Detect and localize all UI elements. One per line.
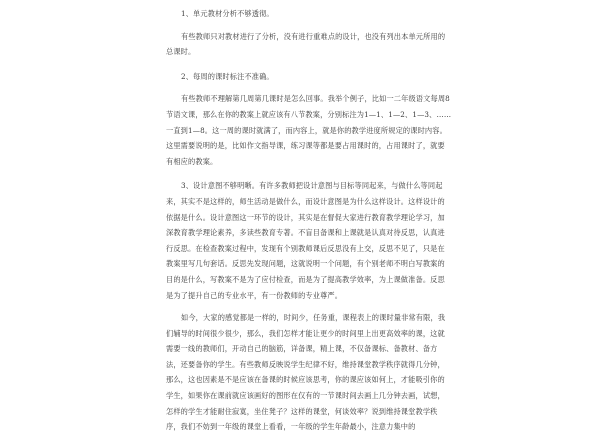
section-1-paragraph: 有些教师只对教材进行了分析，没有进行重难点的设计，也没有列出本单元所用的总课时。 bbox=[166, 31, 446, 57]
section-1-heading: 1、单元教材分析不够透彻。 bbox=[181, 9, 274, 18]
section-2-heading: 2、每周的课时标注不准确。 bbox=[181, 71, 274, 81]
section-4-paragraph: 如今，大家的感觉都是一样的，时间少，任务重，课程表上的课时量非常有限，我们辅导的时间很少很少，那么，我们怎样才能让更少的时间里上出更高效率的课，这就需要一线的教师们，开动自己的脑筋，详备课，精上课，不仅备课标、备教材、备方法，还要备你的学生。有些教师反映说学生纪律不好，维持课堂教学秩序就得几分钟，那么，这也因素是不是应该在备课的时候应该思考，你的课应该如何上，才能吸引你的学生，如果你在课前就应该画好的图形在仅有的一节课时间去画上几分钟去画，试想，怎样的学生才能耐住寂寞，坐住凳子？这样的课堂，何谈效率？说到维持课堂教学秩序，我们不妨到一年级的课堂上看看，一年级的学生年龄最小，注意力集中的 bbox=[166, 313, 446, 432]
document-body bbox=[166, 6, 452, 435]
section-2-paragraph: 有些教师不理解第几周第几课时是怎么回事。我举个例子，比如一二年级语文每周8节语文课，那么在你的教案上就应该有八节教案，分别标注为1—1、1—2、1—3、……一直到1—8。这一周的课时就满了，而内容上，就是你的教学进度所规定的课时内容。这里需要说明的是，比如作文指导课，练习课等都是要占用课时的，占用课时了，就要有相应的教案。 bbox=[166, 94, 452, 166]
section-3-paragraph: 3、设计意图不够明晰。有许多教师把设计意图与目标等同起来，与做什么等同起来，其实不是这样的，师生活动是做什么，而设计意图是为什么这样设计。这样设计的依据是什么。设计意图这一环节的设计，其实是在督促大家进行教育教学理论学习，加深教育教学理论素养，多读些教育专著。不盲目备课和上课就是认真对待反思，认真进行反思。在检查教案过程中，发现有个别教师课后反思没有上交，反思不见了，只是在教案里写几句套话。反思先发现问题，这就说明一个问题，有个别老师不明白写教案的目的是什么，写教案不是为了应付检查，而是为了提高教学效率，为上课做准备。反思是为了提升自己的专业水平，有一份教师的专业尊严。 bbox=[166, 181, 445, 300]
